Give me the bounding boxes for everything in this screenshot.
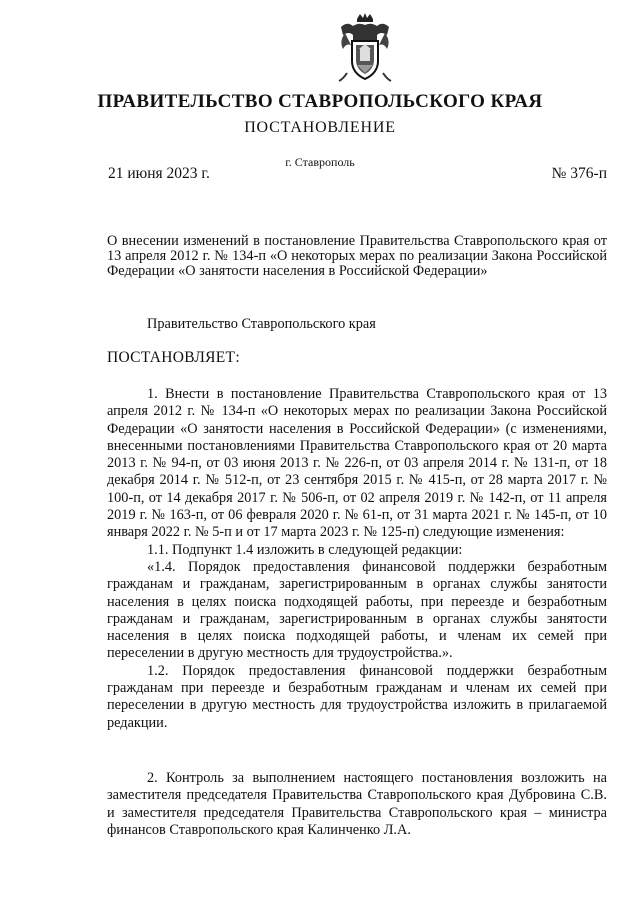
paragraph-1-2: 1.2. Порядок предоставления финансовой поддержки безработным гражданам при переезде и безработным гражданам и членам их семей при переселении в другую местность для трудоустройства изложить в прилагаемой редакции. (107, 662, 607, 731)
document-type: ПОСТАНОВЛЕНИЕ (244, 119, 396, 136)
paragraph-1-1: 1.1. Подпункт 1.4 изложить в следующей редакции: (147, 541, 463, 558)
paragraph-1-4-quote: «1.4. Порядок предоставления финансовой поддержки безработным гражданам и гражданам, зарегистрированным в органах службы занятости населения в целях поиска подходящей работы, при переезде и безработным гражданам и гражданам, зарегистрированным в органах службы занятости населения в целях поиска подходящей работы, и членам их семей при переселении в другую местность для трудоустройства.». (107, 558, 607, 662)
government-title: ПРАВИТЕЛЬСТВО СТАВРОПОЛЬСКОГО КРАЯ (97, 91, 543, 112)
coat-of-arms-emblem (337, 13, 393, 83)
document-subject: О внесении изменений в постановление Правительства Ставропольского края от 13 апреля 2012 г. № 134-п «О некоторых мерах по реализации Закона Российской Федерации «О занятости населения в Российской Федерации» (107, 233, 607, 279)
preamble: Правительство Ставропольского края (147, 316, 376, 332)
city: г. Ставрополь (285, 155, 355, 169)
decree-word: ПОСТАНОВЛЯЕТ: (107, 349, 240, 366)
paragraph-1: 1. Внести в постановление Правительства Ставропольского края от 13 апреля 2012 г. № 134-п «О некоторых мерах по реализации Закона Российской Федерации «О занятости населения в Российской Федерации» (с изменениями, внесенными постановлениями Правительства Ставропольского края от 20 марта 2013 г. № 94-п, от 03 июня 2013 г. № 226-п, от 03 апреля 2014 г. № 131-п, от 18 декабря 2014 г. № 512-п, от 23 сентября 2015 г. № 415-п, от 28 марта 2017 г. № 100-п, от 14 декабря 2017 г. № 506-п, от 02 апреля 2019 г. № 142-п, от 11 апреля 2019 г. № 163-п, от 06 февраля 2020 г. № 61-п, от 31 марта 2021 г. № 145-п, от 10 января 2022 г. № 5-п и от 17 марта 2023 г. № 125-п) следующие изменения: (107, 386, 607, 541)
document-date: 21 июня 2023 г. (108, 165, 210, 182)
section-2 (107, 770, 607, 839)
paragraph-2: 2. Контроль за выполнением настоящего постановления возложить на заместителя председателя Правительства Ставропольского края Дубровина С.В. и заместителя председателя Правительства Ставропольского края – министра финансов Ставропольского края Калинченко Л.А. (107, 770, 607, 838)
document-number: № 376-п (551, 165, 607, 182)
section-1 (107, 386, 607, 732)
